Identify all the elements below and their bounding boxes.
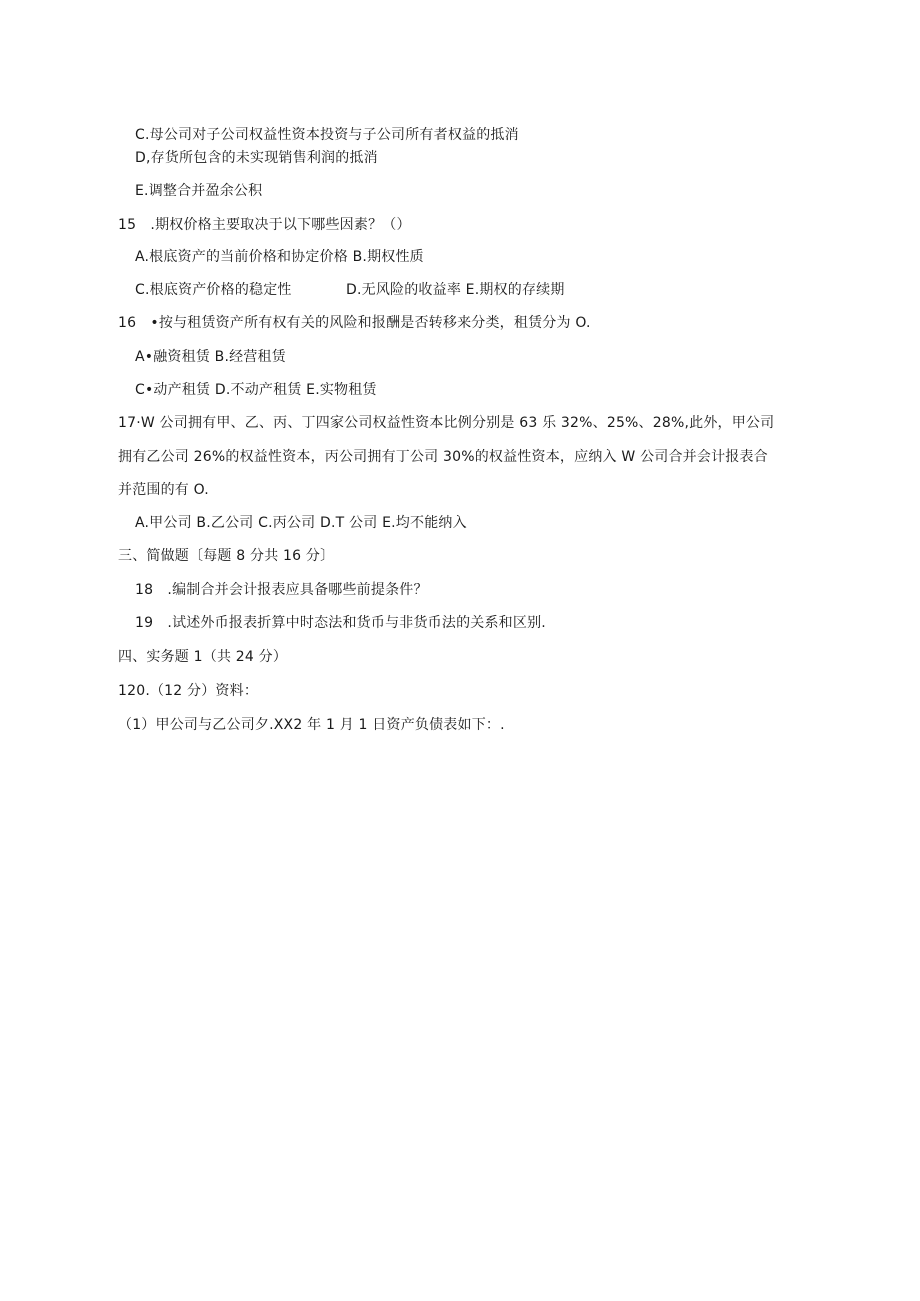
option-c-text: C.母公司对子公司权益性资本投资与子公司所有者权益的抵消	[135, 127, 519, 143]
question-17-options: A.甲公司 B.乙公司 C.丙公司 D.T 公司 E.均不能纳入	[135, 515, 467, 531]
question-20: 120.（12 分）资料：	[118, 683, 259, 699]
question-17-line-1: 17·W 公司拥有甲、乙、丙、丁四家公司权益性资本比例分别是 63 乐 32%、25%、28%,此外，甲公司	[118, 415, 775, 431]
section-4-heading: 四、实务题 1（共 24 分）	[118, 649, 288, 665]
option-d-text: D,存货所包含的未实现销售利润的抵消	[135, 150, 378, 166]
question-15-option-c: C.根底资产价格的稳定性	[135, 282, 292, 298]
question-20-material-1: （1）甲公司与乙公司夕.XX2 年 1 月 1 日资产负债表如下：.	[118, 717, 505, 733]
option-e-text: E.调整合并盈余公积	[135, 183, 263, 199]
question-15: 15 .期权价格主要取决于以下哪些因素？（）	[118, 217, 411, 233]
question-16: 16 •按与租赁资产所有权有关的风险和报酬是否转移来分类，租赁分为 O.	[118, 315, 591, 331]
question-15-option-a: A.根底资产的当前价格和协定价格 B.期权性质	[135, 249, 424, 265]
question-19: 19 .试述外币报表折算中时态法和货币与非货币法的关系和区别.	[135, 615, 546, 631]
question-17-line-2: 拥有乙公司 26%的权益性资本，丙公司拥有丁公司 30%的权益性资本，应纳入 W 公司合并会计报表合	[118, 449, 768, 465]
question-18: 18 .编制合并会计报表应具备哪些前提条件？	[135, 582, 428, 598]
question-17-line-3: 并范围的有 O.	[118, 482, 209, 498]
question-16-option-c: C•动产租赁 D.不动产租赁 E.实物租赁	[135, 382, 377, 398]
question-16-option-a: A•融资租赁 B.经营租赁	[135, 349, 286, 365]
question-15-option-de: D.无风险的收益率 E.期权的存续期	[346, 282, 565, 298]
section-3-heading: 三、简做题〔每题 8 分共 16 分〕	[118, 548, 335, 564]
